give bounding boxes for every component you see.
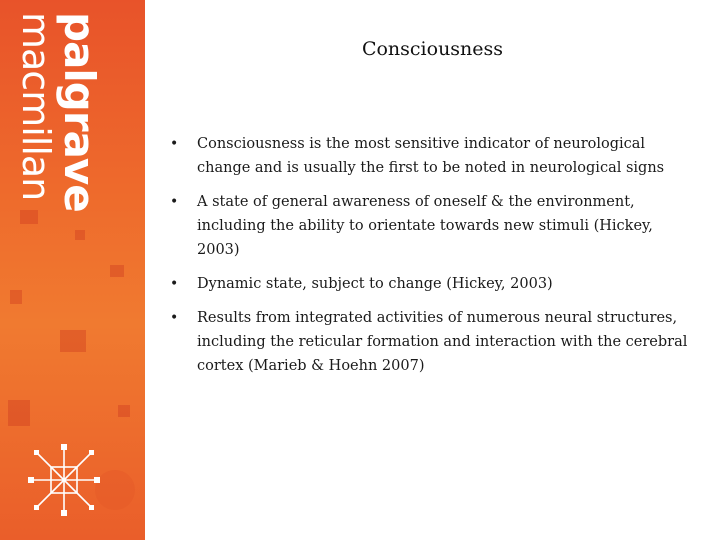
bullet-dot-icon: •: [170, 194, 179, 210]
bullet-item: [170, 132, 690, 180]
bullet-text: Dynamic state, subject to change (Hickey, 2003): [197, 276, 553, 292]
brand-line-1: palgrave: [55, 12, 104, 212]
bullet-dot-icon: •: [170, 136, 179, 152]
bullet-dot-icon: •: [170, 310, 179, 326]
brand-line-2: macmillan: [14, 12, 58, 201]
bullet-item: [170, 306, 690, 378]
bullet-text: Results from integrated activities of numerous neural structures, including the reticular formation and interaction with the cerebral cortex (Marieb & Hoehn 2007): [197, 310, 688, 374]
bullet-list: [170, 132, 690, 388]
slide-title: Consciousness: [361, 38, 504, 60]
network-star-icon: [24, 440, 104, 520]
bullet-item: [170, 190, 690, 262]
bullet-text: Consciousness is the most sensitive indicator of neurological change and is usually the first to be noted in neurological signs: [197, 136, 665, 176]
bullet-item: [170, 272, 690, 296]
bullet-text: A state of general awareness of oneself & the environment, including the ability to orientate towards new stimuli (Hickey, 2003): [197, 194, 653, 258]
brand-sidebar: [0, 0, 145, 540]
bullet-dot-icon: •: [170, 276, 179, 292]
palgrave-macmillan-logo: [0, 0, 145, 212]
